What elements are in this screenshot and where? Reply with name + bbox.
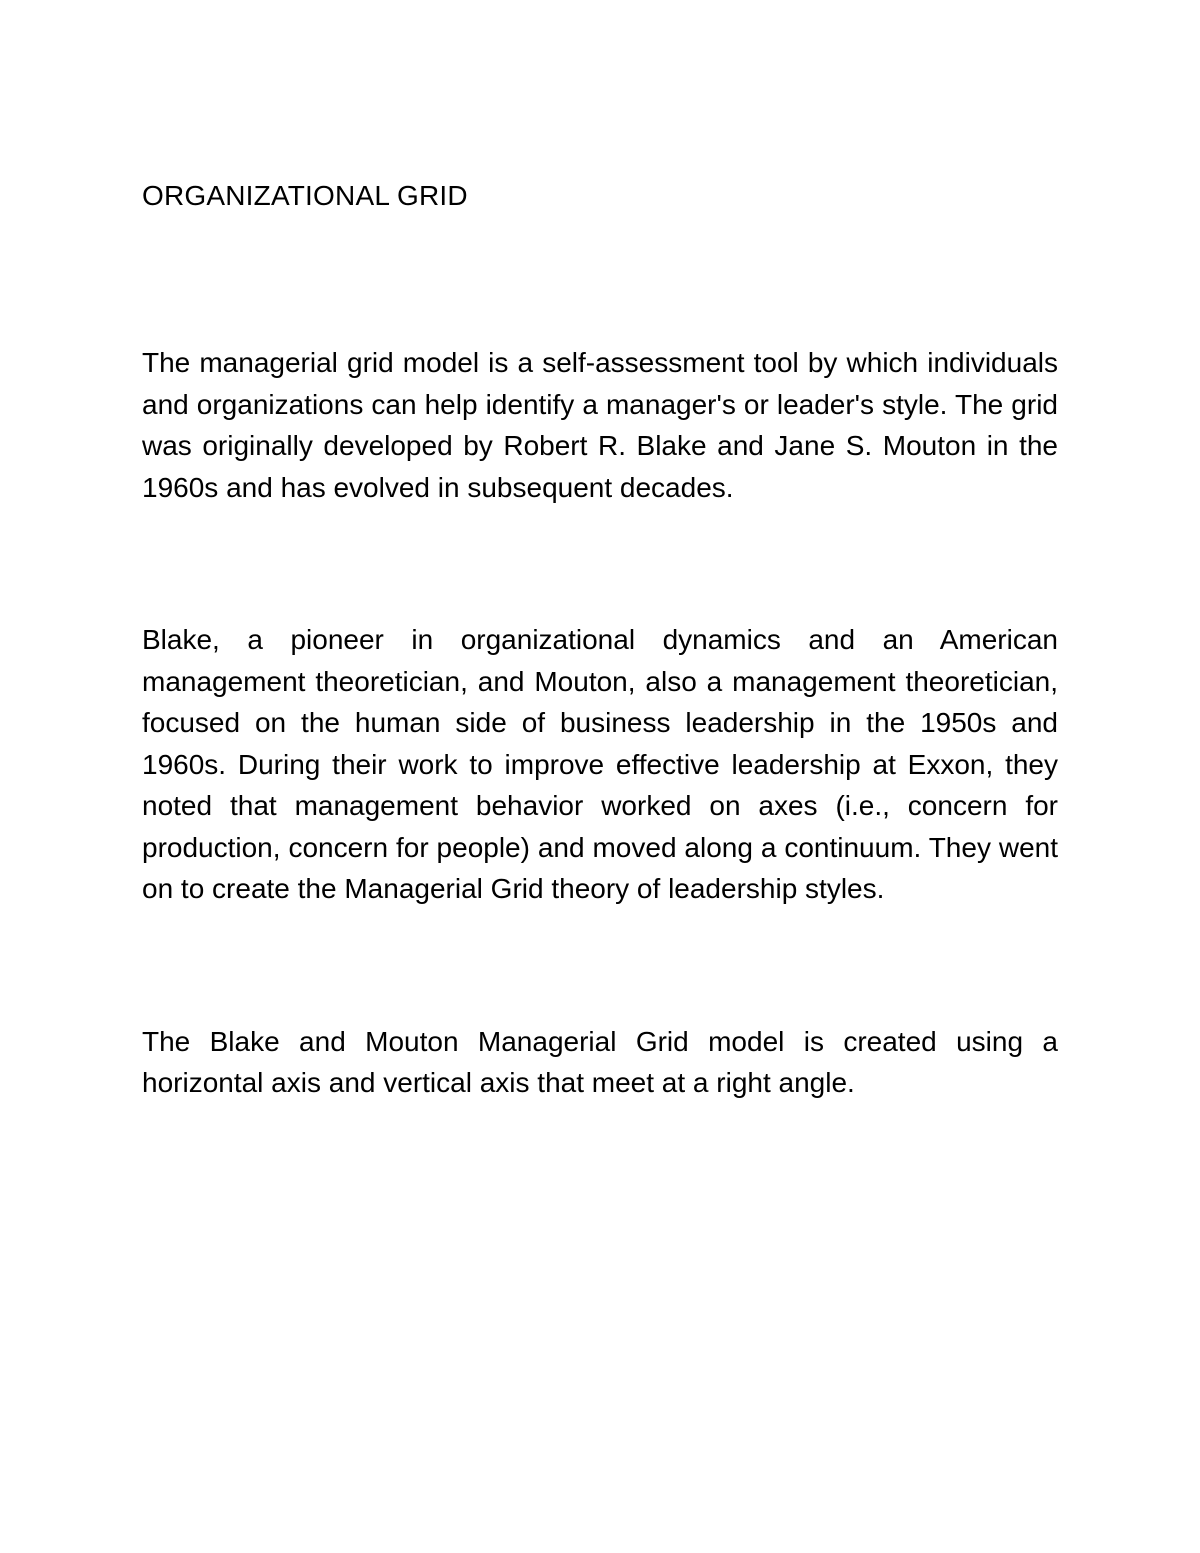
paragraph-managerial-grid-intro: The managerial grid model is a self-assessment tool by which individuals and organizations can help identify a manager's or leader's style. The grid was originally developed by Robert R. Blake and Jane S. Mouton in the 1960s and has evolved in subsequent decades.: [142, 347, 1058, 503]
paragraph-blake-mouton-history: Blake, a pioneer in organizational dynamics and an American management theoretician, and Mouton, also a management theoretician, focused on the human side of business leadership in the 1950s and 1960s. During their work to improve effective leadership at Exxon, they noted that management behavior worked on axes (i.e., concern for production, concern for people) and moved along a continuum. They went on to create the Managerial Grid theory of leadership styles.: [142, 624, 1058, 904]
paragraph-grid-axes: The Blake and Mouton Managerial Grid model is created using a horizontal axis and vertical axis that meet at a right angle.: [142, 1025, 1058, 1098]
document-title: ORGANIZATIONAL GRID: [142, 180, 468, 211]
document-body: [142, 178, 1058, 1104]
